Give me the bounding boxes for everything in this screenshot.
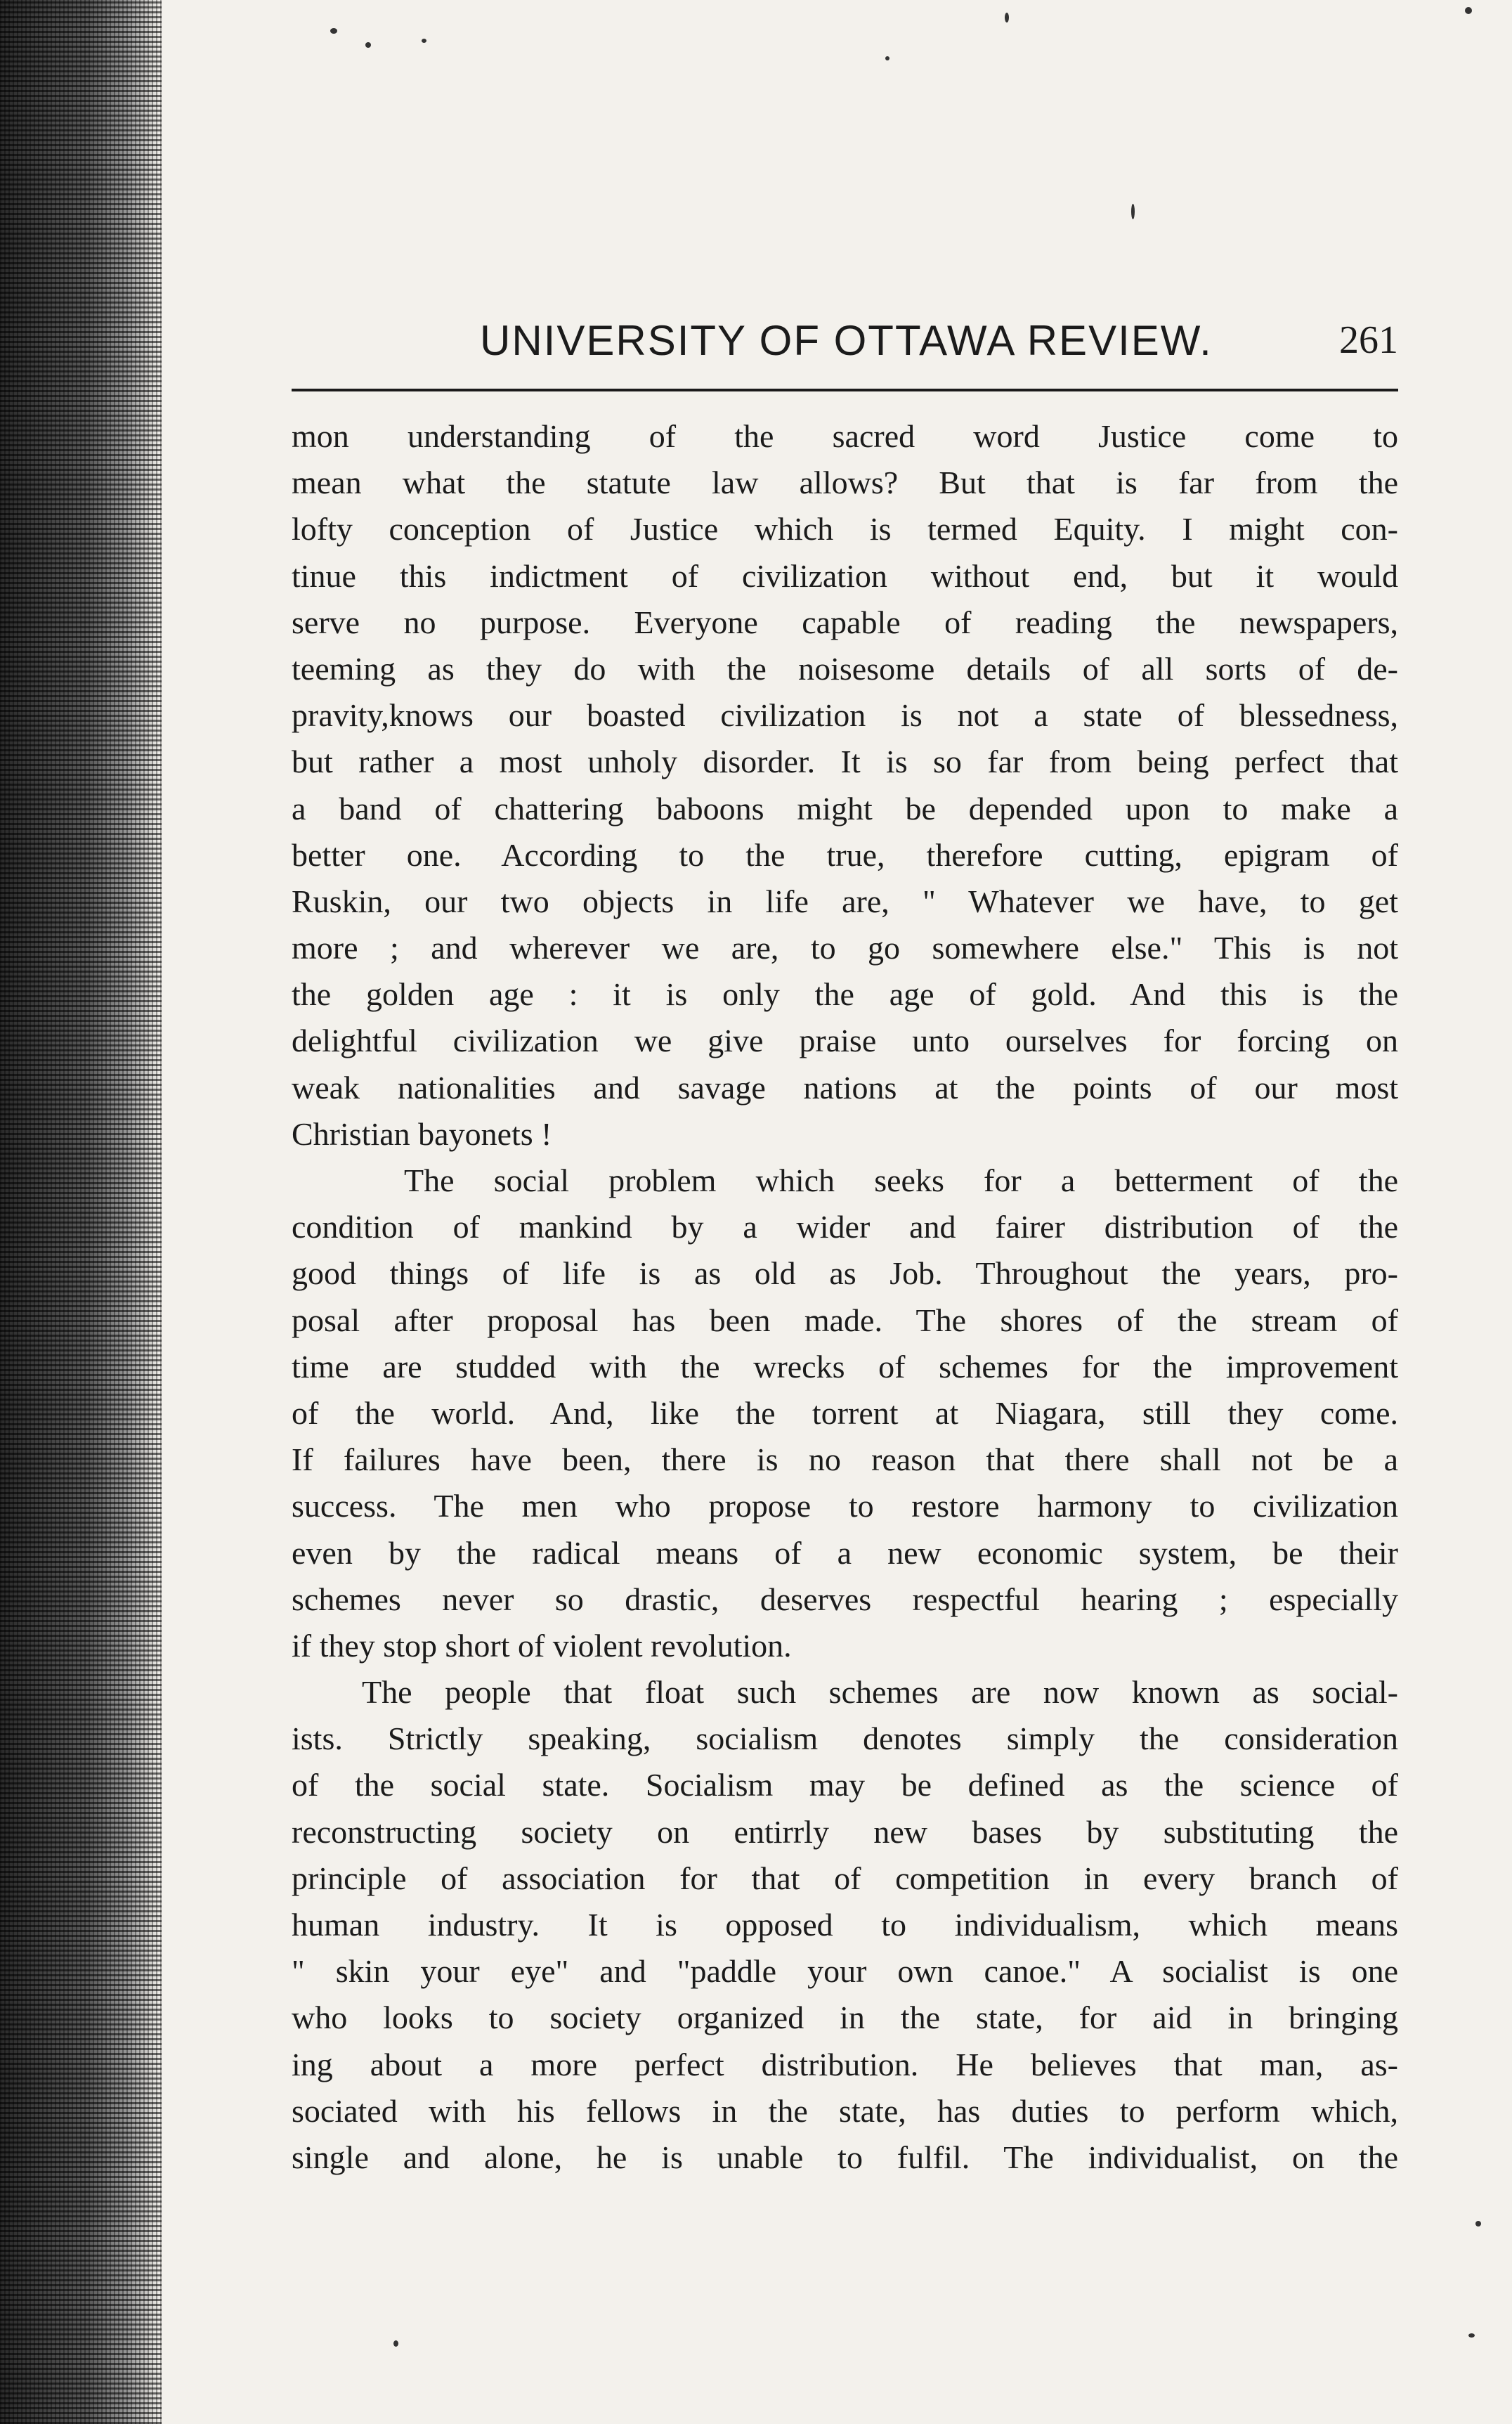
text-line: single and alone, he is unable to fulfil. The individualist, on the — [292, 2139, 1398, 2175]
text-line: of the social state. Socialism may be defined as the science of — [292, 1767, 1398, 1803]
page-number: 261 — [1339, 318, 1398, 362]
text-line: condition of mankind by a wider and fairer distribution of the — [292, 1209, 1398, 1245]
article-body — [292, 413, 1398, 2181]
text-line: even by the radical means of a new economic system, be their — [292, 1534, 1398, 1571]
text-line: posal after proposal has been made. The shores of the stream of — [292, 1302, 1398, 1338]
text-line: ists. Strictly speaking, socialism denotes simply the consideration — [292, 1720, 1398, 1757]
text-line: principle of association for that of competition in every branch of — [292, 1860, 1398, 1896]
text-line: pravity,knows our boasted civilization is not a state of blessedness, — [292, 697, 1398, 734]
text-line: the golden age : it is only the age of gold. And this is the — [292, 976, 1398, 1013]
text-line: human industry. It is opposed to individualism, which means — [292, 1907, 1398, 1943]
text-line: " skin your eye" and "paddle your own canoe." A socialist is one — [292, 1953, 1398, 1990]
paragraph — [292, 413, 1398, 1158]
text-line: a band of chattering baboons might be depended upon to make a — [292, 790, 1398, 827]
text-line: serve no purpose. Everyone capable of reading the newspapers, — [292, 604, 1398, 640]
journal-title: UNIVERSITY OF OTTAWA REVIEW. — [480, 317, 1213, 364]
text-line: good things of life is as old as Job. Throughout the years, pro- — [292, 1255, 1398, 1292]
text-line: Ruskin, our two objects in life are, " Whatever we have, to get — [292, 883, 1398, 919]
text-line: If failures have been, there is no reason that there shall not be a — [292, 1441, 1398, 1478]
text-line: success. The men who propose to restore harmony to civilization — [292, 1488, 1398, 1524]
text-line: if they stop short of violent revolution. — [292, 1627, 792, 1664]
text-line: but rather a most unholy disorder. It is so far from being perfect that — [292, 744, 1398, 780]
text-line: reconstructing society on entirrly new bases by substituting the — [292, 1813, 1398, 1850]
text-line: Christian bayonets ! — [292, 1115, 552, 1152]
text-line: mon understanding of the sacred word Justice come to — [292, 418, 1398, 454]
text-line: ing about a more perfect distribution. He believes that man, as- — [292, 2046, 1398, 2082]
text-line: sociated with his fellows in the state, has duties to perform which, — [292, 2092, 1398, 2129]
text-line: delightful civilization we give praise unto ourselves for forcing on — [292, 1023, 1398, 1059]
running-head — [292, 302, 1398, 372]
paragraph — [292, 1158, 1398, 1669]
text-line: The social problem which seeks for a betterment of the — [404, 1162, 1398, 1198]
binding-edge — [0, 0, 162, 2424]
text-line: tinue this indictment of civilization without end, but it would — [292, 557, 1398, 594]
text-line: weak nationalities and savage nations at the points of our most — [292, 1069, 1398, 1106]
text-line: who looks to society organized in the state, for aid in bringing — [292, 2000, 1398, 2036]
text-line: of the world. And, like the torrent at Niagara, still they come. — [292, 1394, 1398, 1431]
text-line: lofty conception of Justice which is termed Equity. I might con- — [292, 511, 1398, 547]
paragraph — [292, 1669, 1398, 2181]
text-line: better one. According to the true, therefore cutting, epigram of — [292, 836, 1398, 873]
header-rule — [292, 389, 1398, 391]
text-line: schemes never so drastic, deserves respectful hearing ; especially — [292, 1581, 1398, 1617]
text-line: teeming as they do with the noisesome details of all sorts of de- — [292, 650, 1398, 687]
text-line: The people that float such schemes are now known as social- — [362, 1674, 1398, 1711]
text-line: more ; and wherever we are, to go somewhere else." This is not — [292, 930, 1398, 966]
text-line: mean what the statute law allows? But that is far from the — [292, 465, 1398, 501]
text-line: time are studded with the wrecks of schemes for the improvement — [292, 1348, 1398, 1385]
